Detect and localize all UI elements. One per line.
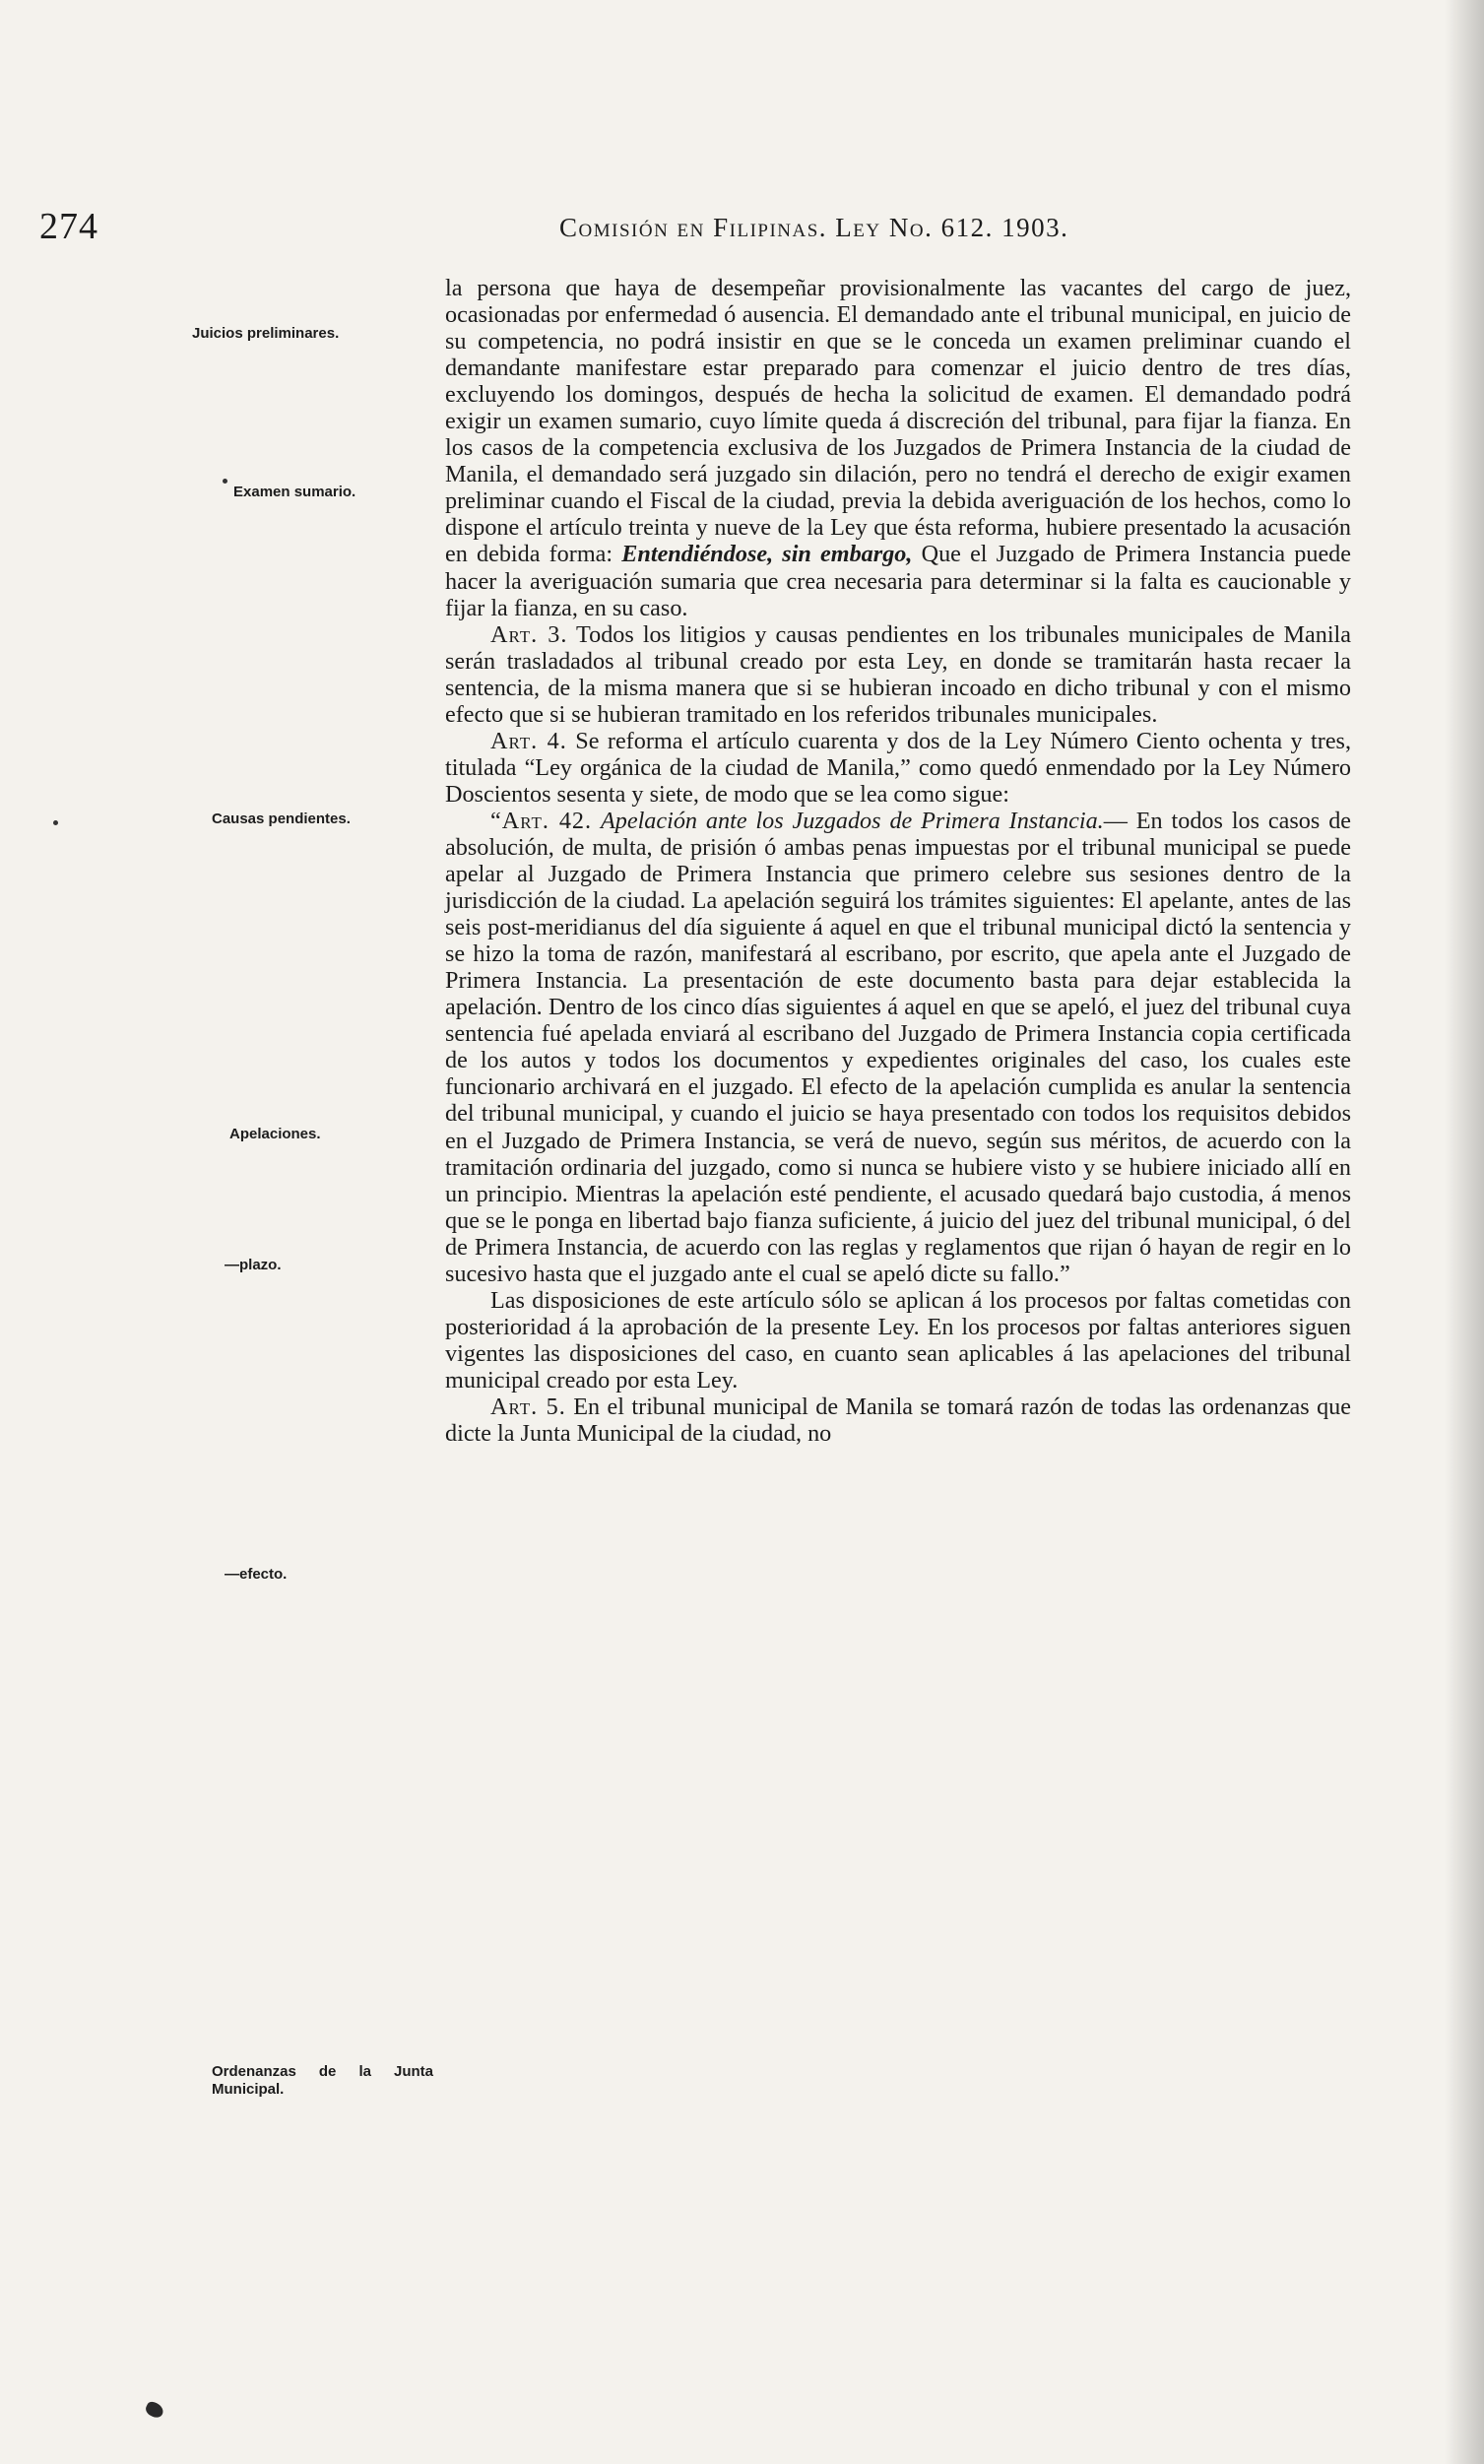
article-5-label: Art. 5.: [490, 1393, 566, 1420]
article-3-label: Art. 3.: [490, 620, 568, 648]
article-4-text: Se reforma el artículo cuarenta y dos de la Ley Número Ciento ochenta y tres, titulada “Ley orgánica de la ciudad de Manila,” como quedó enmendado por la Ley Número Doscientos sesenta y siete, de modo que se lea como sigue:: [445, 727, 1352, 808]
article-42-title: Apelación ante los Juzgados de Primera Instancia.: [600, 807, 1104, 834]
paragraph-1: [445, 275, 1351, 621]
sidenote-apelaciones: Apelaciones.: [229, 1126, 321, 1142]
article-42-text: — En todos los casos de absolución, de multa, de prisión ó ambas penas impuestas por el tribunal municipal se puede apelar al Juzgado de Primera Instancia que primero celebre sus sesiones dentro de la jurisdicción de la ciudad. La apelación seguirá los trámites siguientes: El apelante, antes de las seis post-meridianus del día siguiente á aquel en que el tribunal municipal dictó la sentencia y se hizo la toma de razón, manifestará al escribano, por escrito, que apela ante el Juzgado de Primera Instancia. La presentación de este documento basta para dejar establecida la apelación. Dentro de los cinco días siguientes á aquel en que se apeló, el juez del tribunal cuya sentencia fué apelada enviará al escribano del Juzgado de Primera Instancia copia certificada de los autos y todos los documentos y expedientes originales del caso, los cuales este funcionario archivará en el juzgado. El efecto de la apelación cumplida es anular la sentencia del tribunal municipal, y cuando el juicio se haya presentado con todos los requisitos debidos en el Juzgado de Primera Instancia, se verá de nuevo, según sus méritos, de acuerdo con la tramitación ordinaria del juzgado, como si nunca se hubiere visto y se hubiere iniciado allí en un principio. Mientras la apelación esté pendiente, el acusado quedará bajo custodia, á menos que se le ponga en libertad bajo fianza suficiente, á juicio del juez del tribunal municipal, ó del de Primera Instancia, de acuerdo con las reglas y reglamentos que rijan ó hayan de regir en lo sucesivo hasta que el juzgado ante el cual se apeló dicte su fallo.”: [445, 807, 1352, 1287]
margin-notes: [192, 0, 433, 2464]
article-42-label: “Art. 42.: [490, 807, 593, 834]
article-3-text: Todos los litigios y causas pendientes en los tribunales municipales de Manila serán trasladados al tribunal creado por esta Ley, en donde se tramitarán hasta recaer la sentencia, de la misma manera que si se hubieran incoado en dicho tribunal y con el mismo efecto que si se hubieran tramitado en los referidos tribunales municipales.: [445, 620, 1351, 728]
page-number: 274: [39, 206, 98, 247]
scan-blot: [144, 2400, 165, 2420]
body-text: [445, 275, 1351, 1447]
sidenote-ordenanzas: Ordenanzas de la Junta Municipal.: [212, 2063, 433, 2098]
paragraph-art-5: [445, 1394, 1351, 1447]
scan-edge-shadow: [1445, 0, 1484, 2464]
proviso-label: Entendiéndose, sin embargo,: [621, 541, 913, 568]
paragraph-art-4: [445, 728, 1351, 808]
paragraph-art-3: [445, 621, 1351, 728]
paragraph-disposiciones: [445, 1287, 1351, 1394]
paragraph-art-42: [445, 808, 1351, 1287]
sidenote-efecto: —efecto.: [225, 1566, 288, 1583]
article-4-label: Art. 4.: [490, 727, 567, 754]
sidenote-juicios-preliminares: Juicios preliminares.: [192, 325, 340, 342]
paragraph-1-end: Que el Juzgado de Primera Instancia puede hacer la averiguación sumaria que crea necesaria para determinar si la falta es caucionable y fijar la fianza, en su caso.: [445, 541, 1352, 621]
running-head: Comisión en Filipinas. Ley No. 612. 1903.: [559, 213, 1069, 242]
disposiciones-text: Las disposiciones de este artículo sólo se aplican á los procesos por faltas cometidas con posterioridad á la aprobación de la presente Ley. En los procesos por faltas anteriores siguen vigentes las disposiciones del caso, en cuanto sean aplicables á las apelaciones del tribunal municipal creado por esta Ley.: [445, 1286, 1351, 1394]
sidenote-plazo: —plazo.: [225, 1257, 282, 1273]
article-5-text: En el tribunal municipal de Manila se tomará razón de todas las ordenanzas que dicte la Junta Municipal de la ciudad, no: [445, 1393, 1351, 1448]
sidenote-examen-sumario: Examen sumario.: [233, 484, 356, 500]
scan-speck: [223, 479, 227, 484]
sidenote-causas-pendientes: Causas pendientes.: [212, 811, 351, 827]
scan-speck: [53, 820, 58, 825]
paragraph-1-text: la persona que haya de desempeñar provisionalmente las vacantes del cargo de juez, ocasionadas por enfermedad ó ausencia. El demandado ante el tribunal municipal, en juicio de su competencia, no podrá insistir en que se le conceda un examen preliminar cuando el demandante manifestare estar preparado para comenzar el juicio dentro de tres días, excluyendo los domingos, después de hecha la solicitud de examen. El demandado podrá exigir un examen sumario, cuyo límite queda á discreción del tribunal, para fijar la fianza. En los casos de la competencia exclusiva de los Juzgados de Primera Instancia de la ciudad de Manila, el demandado será juzgado sin dilación, pero no tendrá el derecho de exigir examen preliminar cuando el Fiscal de la ciudad, previa la debida averiguación de los hechos, como lo dispone el artículo treinta y nueve de la Ley que ésta reforma, hubiere presentado la acusación en debida forma:: [445, 275, 1351, 568]
